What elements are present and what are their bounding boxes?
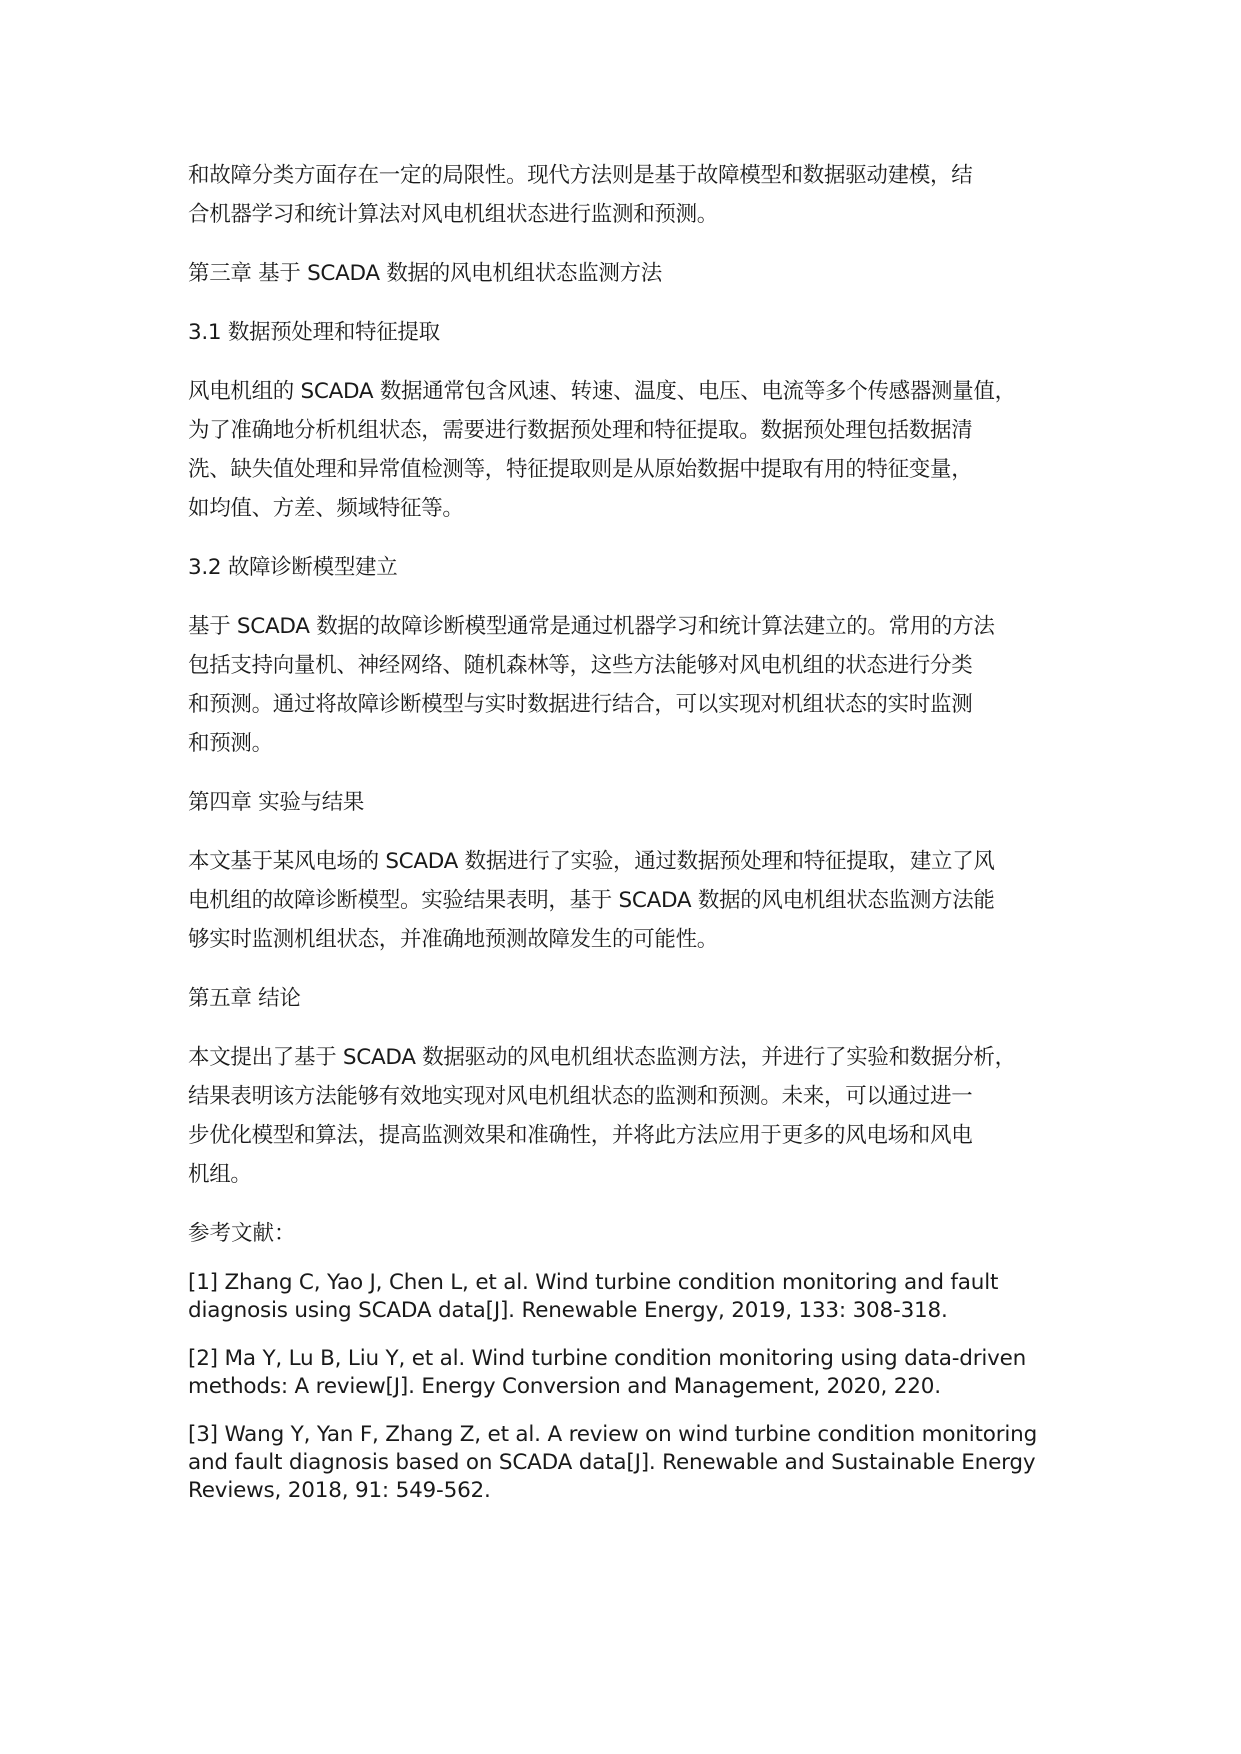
chapter-3-title: 第三章 基于 SCADA 数据的风电机组状态监测方法 [188,261,662,286]
reference-line: Reviews, 2018, 91: 549-562. [188,1478,491,1503]
intro-paragraph [188,156,1088,234]
text-line: 基于 SCADA 数据的故障诊断模型通常是通过机器学习和统计算法建立的。常用的方法 [188,614,995,639]
reference-line: diagnosis using SCADA data[J]. Renewable Energy, 2019, 133: 308-318. [188,1298,948,1323]
chapter-5-paragraph [188,1038,1088,1194]
chapter-4-title: 第四章 实验与结果 [188,790,365,815]
reference-line: [2] Ma Y, Lu B, Liu Y, et al. Wind turbine condition monitoring using data-driven [188,1346,1027,1371]
reference-line: [1] Zhang C, Yao J, Chen L, et al. Wind turbine condition monitoring and fault [188,1270,999,1295]
document-page [188,156,1088,1525]
reference-line: and fault diagnosis based on SCADA data[J]. Renewable and Sustainable Energy [188,1450,1036,1475]
text-line: 如均值、方差、频域特征等。 [188,496,464,521]
text-line: 电机组的故障诊断模型。实验结果表明，基于 SCADA 数据的风电机组状态监测方法能 [188,888,995,913]
text-line: 步优化模型和算法，提高监测效果和准确性，并将此方法应用于更多的风电场和风电 [188,1123,973,1148]
text-line: 结果表明该方法能够有效地实现对风电机组状态的监测和预测。未来，可以通过进一 [188,1084,973,1109]
text-line: 和预测。通过将故障诊断模型与实时数据进行结合，可以实现对机组状态的实时监测 [188,692,973,717]
text-line: 洗、缺失值处理和异常值检测等，特征提取则是从原始数据中提取有用的特征变量， [188,457,973,482]
text-line: 够实时监测机组状态，并准确地预测故障发生的可能性。 [188,927,719,952]
text-line: 为了准确地分析机组状态，需要进行数据预处理和特征提取。数据预处理包括数据清 [188,418,973,443]
text-line: 和故障分类方面存在一定的局限性。现代方法则是基于故障模型和数据驱动建模，结 [188,163,973,188]
reference-line: methods: A review[J]. Energy Conversion and Management, 2020, 220. [188,1374,941,1399]
text-line: 合机器学习和统计算法对风电机组状态进行监测和预测。 [188,202,719,227]
chapter-4-paragraph [188,842,1088,959]
reference-item-3 [188,1421,1088,1505]
chapter-5-title: 第五章 结论 [188,986,301,1011]
section-3-2-paragraph [188,607,1088,763]
references-title: 参考文献： [188,1221,296,1246]
reference-item-1 [188,1269,1088,1325]
reference-item-2 [188,1345,1088,1401]
section-3-1-title: 3.1 数据预处理和特征提取 [188,320,440,345]
text-line: 包括支持向量机、神经网络、随机森林等，这些方法能够对风电机组的状态进行分类 [188,653,973,678]
text-line: 风电机组的 SCADA 数据通常包含风速、转速、温度、电压、电流等多个传感器测量值， [188,379,1016,404]
section-3-2-title: 3.2 故障诊断模型建立 [188,555,398,580]
text-line: 本文基于某风电场的 SCADA 数据进行了实验，通过数据预处理和特征提取，建立了风 [188,849,995,874]
text-line: 和预测。 [188,731,273,756]
text-line: 机组。 [188,1162,252,1187]
section-3-1-paragraph [188,372,1088,528]
text-line: 本文提出了基于 SCADA 数据驱动的风电机组状态监测方法，并进行了实验和数据分析， [188,1045,1016,1070]
reference-line: [3] Wang Y, Yan F, Zhang Z, et al. A review on wind turbine condition monitoring [188,1422,1038,1447]
